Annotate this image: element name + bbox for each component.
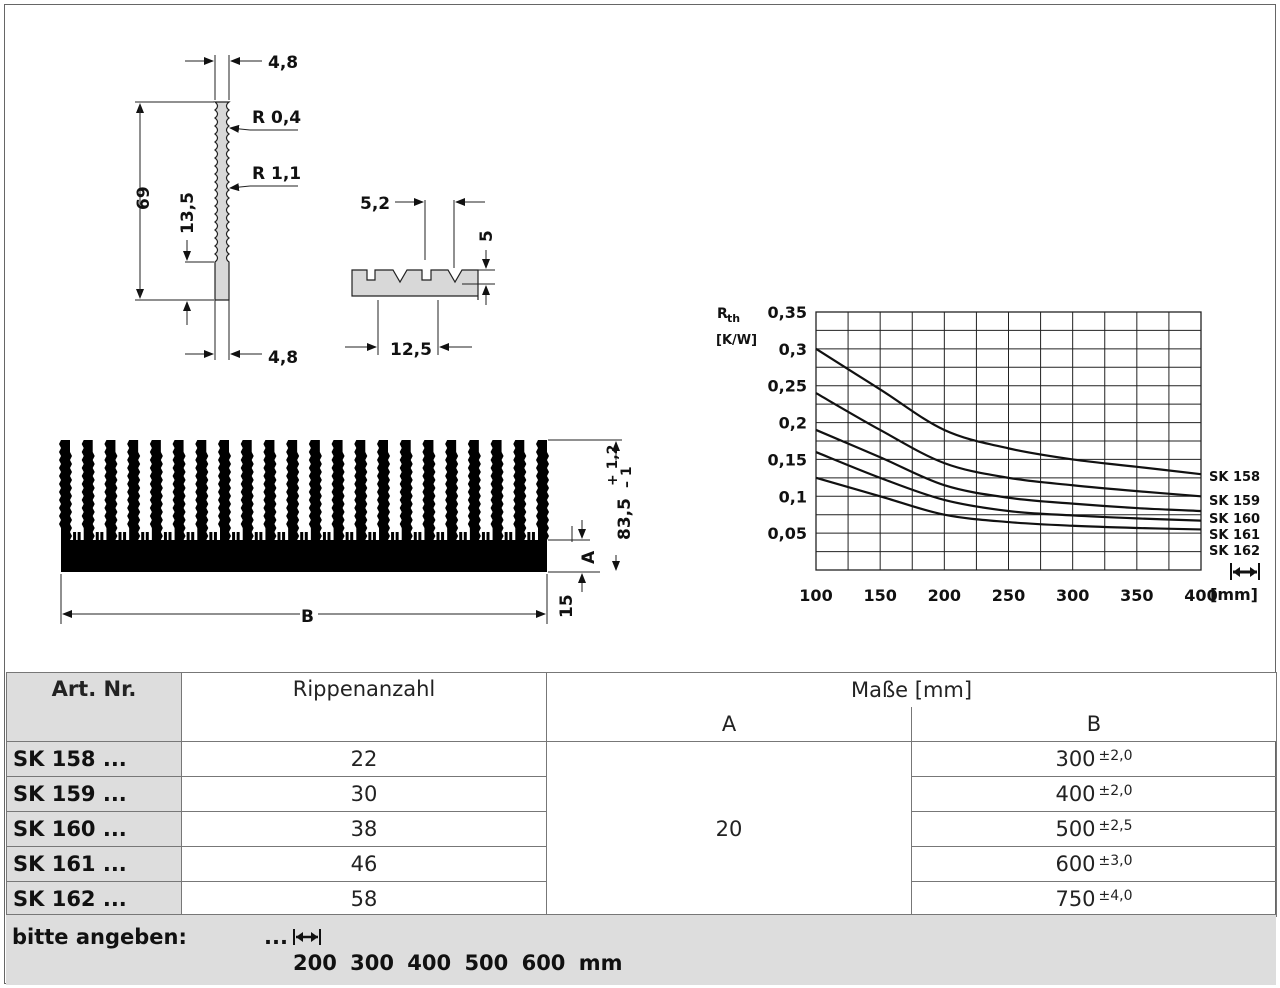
section-height-tol-minus: – 1 xyxy=(619,466,635,488)
fin xyxy=(400,440,413,540)
fin xyxy=(491,440,504,540)
series-label: SK 162 xyxy=(1209,544,1261,559)
base-tooth xyxy=(346,532,349,540)
b-value: 750 xyxy=(1055,887,1096,911)
order-footer xyxy=(6,914,1276,985)
base-tooth xyxy=(418,532,421,540)
base-tooth xyxy=(255,532,258,540)
fin-height-label: 69 xyxy=(134,186,154,210)
y-tick-label: 0,35 xyxy=(767,303,807,322)
b-value-cell xyxy=(912,812,1277,847)
base-tooth xyxy=(305,532,308,540)
col-a-header: A xyxy=(547,707,912,742)
chart-ylabel-r: R xyxy=(717,306,728,322)
x-tick-label: 200 xyxy=(927,586,962,605)
base-tooth xyxy=(187,532,190,540)
fin-width-top-label: 4,8 xyxy=(268,53,299,73)
col-fins-header: Rippenanzahl xyxy=(182,673,547,742)
base-tooth xyxy=(164,532,167,540)
base-tooth xyxy=(191,532,194,540)
series-label: SK 161 xyxy=(1209,528,1261,543)
radius-large-label: R 1,1 xyxy=(252,164,302,184)
base-tooth xyxy=(391,532,394,540)
fin xyxy=(354,440,367,540)
base-tooth xyxy=(278,532,281,540)
base-tooth xyxy=(282,532,285,540)
x-tick-label: 350 xyxy=(1120,586,1154,605)
groove-detail-drawing xyxy=(345,194,497,360)
length-arrow-icon xyxy=(293,927,321,947)
b-tolerance: ±2,0 xyxy=(1098,783,1133,799)
base-tooth xyxy=(232,532,235,540)
fin-count: 46 xyxy=(182,847,547,882)
rth-chart xyxy=(716,303,1260,605)
fin xyxy=(218,440,231,540)
base-tooth xyxy=(487,532,490,540)
length-arrow-icon xyxy=(1231,563,1259,580)
b-value-cell xyxy=(912,777,1277,812)
x-tick-label: 100 xyxy=(799,586,833,605)
base-tooth xyxy=(482,532,485,540)
fin xyxy=(263,440,276,540)
chart-grid xyxy=(816,312,1201,570)
base-tooth xyxy=(509,532,512,540)
fin-width-bottom-label: 4,8 xyxy=(268,348,299,368)
heatsink-section-drawing xyxy=(59,440,635,627)
base-tooth xyxy=(441,532,444,540)
table-row xyxy=(7,742,1277,777)
art-number: SK 162 ... xyxy=(7,882,182,917)
base-tooth xyxy=(237,532,240,540)
fin xyxy=(241,440,254,540)
base-tooth xyxy=(73,532,76,540)
footer-lengths: 200 300 400 500 600 mm xyxy=(293,951,623,975)
fins-group xyxy=(59,440,549,540)
base-tooth xyxy=(78,532,81,540)
y-tick-label: 0,1 xyxy=(778,487,807,507)
fin xyxy=(150,440,163,540)
x-tick-label: 250 xyxy=(991,586,1026,605)
base-tooth xyxy=(373,532,376,540)
fin xyxy=(127,440,140,540)
series-label: SK 158 xyxy=(1209,470,1261,485)
fin-count: 58 xyxy=(182,882,547,917)
fin xyxy=(422,440,435,540)
base-tooth xyxy=(146,532,149,540)
groove-width-label: 5,2 xyxy=(360,194,391,214)
base-tooth xyxy=(141,532,144,540)
y-tick-label: 0,3 xyxy=(778,339,807,359)
fin xyxy=(445,440,458,540)
base-tooth xyxy=(259,532,262,540)
art-number: SK 161 ... xyxy=(7,847,182,882)
b-value: 300 xyxy=(1055,747,1096,771)
b-value-cell xyxy=(912,847,1277,882)
x-tick-label: 300 xyxy=(1055,586,1090,605)
base-tooth xyxy=(328,532,331,540)
b-tolerance: ±2,5 xyxy=(1098,818,1133,834)
section-height-label: 83,5 xyxy=(615,498,635,540)
section-height-tol-plus: + 1,2 xyxy=(605,444,621,486)
art-number: SK 158 ... xyxy=(7,742,182,777)
fin xyxy=(468,440,481,540)
x-tick-label: 150 xyxy=(863,586,897,605)
fin-count: 30 xyxy=(182,777,547,812)
base-tooth xyxy=(396,532,399,540)
fin xyxy=(82,440,95,540)
base-tooth xyxy=(214,532,217,540)
fin xyxy=(104,440,117,540)
base-tooth xyxy=(527,532,530,540)
b-tolerance: ±4,0 xyxy=(1098,888,1133,904)
fin xyxy=(377,440,390,540)
y-tick-label: 0,25 xyxy=(767,376,807,396)
section-b-label: B xyxy=(301,607,314,627)
base-tooth xyxy=(169,532,172,540)
footer-label: bitte angeben: xyxy=(12,925,187,949)
fin-count: 38 xyxy=(182,812,547,847)
spec-table xyxy=(6,672,1277,917)
b-tolerance: ±3,0 xyxy=(1098,853,1133,869)
x-tick-label: 400 xyxy=(1184,586,1218,605)
y-tick-label: 0,15 xyxy=(767,450,807,470)
a-value: 20 xyxy=(547,742,912,917)
y-tick-label: 0,05 xyxy=(767,524,807,544)
b-value: 600 xyxy=(1055,852,1096,876)
fin xyxy=(286,440,299,540)
base-tooth xyxy=(505,532,508,540)
footer-dots: ... xyxy=(264,925,288,949)
fin xyxy=(513,440,526,540)
fin-profile-drawing xyxy=(134,53,301,368)
chart-ylabel-sub: th xyxy=(727,312,741,325)
chart-xlabel: [mm] xyxy=(1210,585,1258,604)
base-tooth xyxy=(368,532,371,540)
base-tooth xyxy=(350,532,353,540)
art-number: SK 159 ... xyxy=(7,777,182,812)
b-tolerance: ±2,0 xyxy=(1098,748,1133,764)
fin-base-height-label: 13,5 xyxy=(178,192,198,234)
b-value: 500 xyxy=(1055,817,1096,841)
radius-small-label: R 0,4 xyxy=(252,108,302,128)
fin xyxy=(173,440,186,540)
base-tooth xyxy=(119,532,122,540)
series-label: SK 159 xyxy=(1209,494,1261,509)
base-tooth xyxy=(123,532,126,540)
groove-depth-label: 5 xyxy=(477,230,497,242)
fin xyxy=(536,440,549,540)
base-tooth xyxy=(464,532,467,540)
base-tooth xyxy=(100,532,103,540)
col-art-header: Art. Nr. xyxy=(7,673,182,742)
art-number: SK 160 ... xyxy=(7,812,182,847)
fin xyxy=(309,440,322,540)
b-value-cell xyxy=(912,882,1277,917)
y-tick-label: 0,2 xyxy=(778,413,807,433)
series-label: SK 160 xyxy=(1209,512,1261,527)
b-value: 400 xyxy=(1055,782,1096,806)
groove-pitch-label: 12,5 xyxy=(390,340,432,360)
section-15-label: 15 xyxy=(557,594,577,618)
b-value-cell xyxy=(912,742,1277,777)
base-tooth xyxy=(300,532,303,540)
fin xyxy=(59,440,72,540)
chart-ylabel-unit: [K/W] xyxy=(716,333,758,348)
base-tooth xyxy=(414,532,417,540)
section-a-label: A xyxy=(579,550,599,564)
base-tooth xyxy=(209,532,212,540)
fin-count: 22 xyxy=(182,742,547,777)
base-tooth xyxy=(532,532,535,540)
chart-ticks xyxy=(768,303,1218,605)
col-dims-header: Maße [mm] xyxy=(547,673,1277,708)
base-tooth xyxy=(323,532,326,540)
chart-lines xyxy=(816,349,1260,559)
fin xyxy=(332,440,345,540)
col-b-header: B xyxy=(912,707,1277,742)
base-tooth xyxy=(437,532,440,540)
base-tooth xyxy=(96,532,99,540)
base-tooth xyxy=(459,532,462,540)
fin xyxy=(195,440,208,540)
